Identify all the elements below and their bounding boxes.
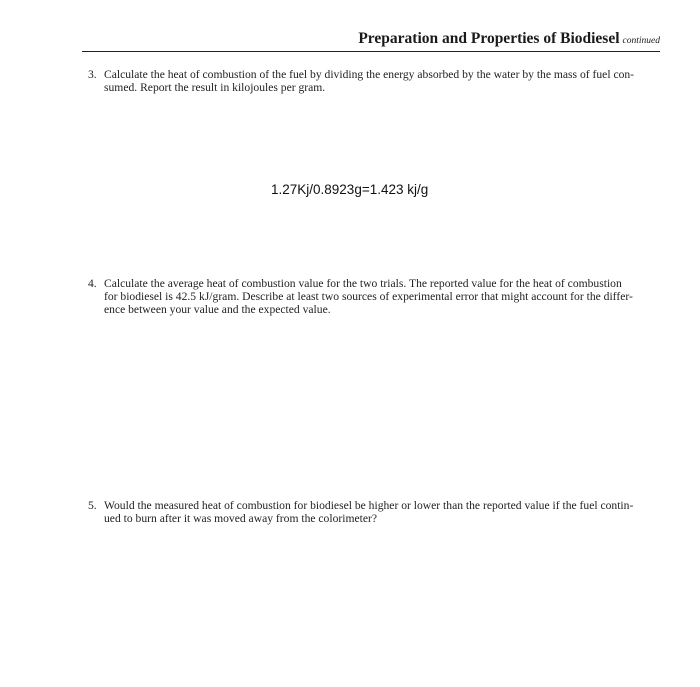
question-line: for biodiesel is 42.5 kJ/gram. Describe at least two sources of experimental error that might account for the differ- [104,290,633,303]
answer-3: 1.27Kj/0.8923g=1.423 kj/g [271,182,429,197]
question-line: Would the measured heat of combustion for biodiesel be higher or lower than the reported value if the fuel contin- [104,499,634,512]
question-text [104,277,663,316]
page-header [358,30,660,48]
header-title: Preparation and Properties of Biodiesel [358,30,620,47]
header-suffix: continued [622,36,660,46]
question-text [104,499,663,525]
question-line: Calculate the heat of combustion of the fuel by dividing the energy absorbed by the water by the mass of fuel con- [104,68,635,81]
question-line: ence between your value and the expected value. [104,303,331,316]
question-5 [88,499,663,525]
question-number: 4. [88,277,97,290]
question-number: 5. [88,499,97,512]
question-4 [88,277,663,316]
header-rule [82,51,660,52]
question-text [104,68,663,94]
question-line: ued to burn after it was moved away from the colorimeter? [104,512,377,525]
question-3 [88,68,663,94]
question-line: sumed. Report the result in kilojoules per gram. [104,81,326,94]
question-number: 3. [88,68,97,81]
question-line: Calculate the average heat of combustion value for the two trials. The reported value for the heat of combustion [104,277,622,290]
